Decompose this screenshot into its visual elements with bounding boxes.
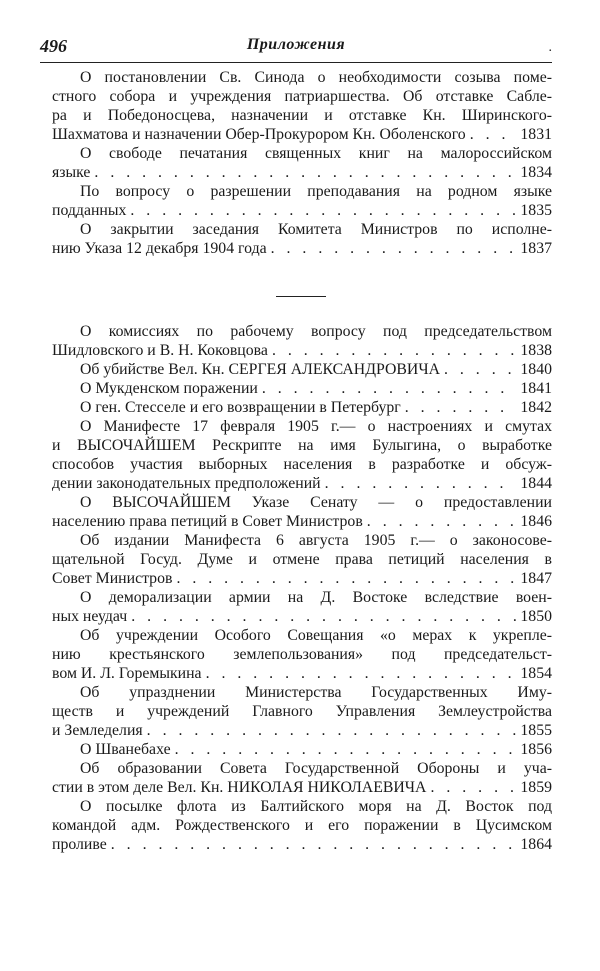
toc-entry <box>52 626 552 683</box>
toc-entry <box>52 182 552 220</box>
toc-entry <box>52 493 552 531</box>
dot-leader <box>430 778 516 797</box>
toc-entry-line: нию крестьянского землепользования» под председательст- <box>52 646 552 663</box>
toc-entry-line: и ВЫСОЧАЙШЕМ Рескрипте на имя Булыгина, о выработке <box>52 437 552 454</box>
dot-leader <box>367 512 517 531</box>
toc-entry-line: О комиссиях по рабочему вопросу под председательством <box>80 323 552 340</box>
toc-entry-last-line <box>52 721 552 740</box>
toc-page-number: 1840 <box>520 361 552 378</box>
toc-page-number: 1864 <box>520 836 552 853</box>
toc-page-number: 1859 <box>520 779 552 796</box>
dot-leader <box>130 201 516 220</box>
contents-section-1 <box>52 68 552 258</box>
dot-leader <box>325 474 517 493</box>
toc-page-number: 1844 <box>520 475 552 492</box>
dot-leader <box>271 239 517 258</box>
toc-entry <box>52 588 552 626</box>
toc-entry-title: языке <box>52 164 91 181</box>
toc-page-number: 1850 <box>520 608 552 625</box>
toc-page-number: 1846 <box>520 513 552 530</box>
toc-entry <box>52 398 552 417</box>
toc-entry-line: Об учреждении Особого Совещания «о мерах к укрепле- <box>80 627 552 644</box>
toc-entry-line: Об упразднении Министерства Государственных Иму- <box>80 684 552 701</box>
toc-entry-last-line <box>52 341 552 360</box>
page-number: 496 <box>40 36 67 56</box>
toc-entry-line: О Манифесте 17 февраля 1905 г.— о настроениях и смутах <box>80 418 552 435</box>
toc-entry <box>52 531 552 588</box>
toc-entry-line: О посылке флота из Балтийского моря на Д. Восток под <box>80 798 552 815</box>
toc-entry-line: командой адм. Рождественского и его поражении в Цусимском <box>52 817 552 834</box>
toc-entry-line: Об образовании Совета Государственной Обороны и уча- <box>80 760 552 777</box>
toc-entry <box>52 360 552 379</box>
toc-page-number: 1838 <box>520 342 552 359</box>
toc-entry-last-line <box>52 512 552 531</box>
toc-entry-last-line <box>52 163 552 182</box>
toc-entry <box>52 322 552 360</box>
toc-page-number: 1831 <box>520 126 552 143</box>
dot-leader <box>147 721 517 740</box>
toc-entry <box>52 220 552 258</box>
toc-entry-last-line <box>52 607 552 626</box>
dot-leader <box>262 379 517 398</box>
toc-entry-last-line <box>52 474 552 493</box>
toc-page-number: 1856 <box>520 741 552 758</box>
toc-entry <box>52 683 552 740</box>
toc-entry-last-line <box>52 778 552 797</box>
toc-entry-last-line <box>52 360 552 379</box>
toc-entry <box>52 797 552 854</box>
toc-entry <box>52 68 552 144</box>
dot-leader <box>111 835 517 854</box>
toc-entry <box>52 740 552 759</box>
toc-entry-line: ра и Победоносцева, назначении и отставке Кн. Ширинского- <box>52 107 552 124</box>
toc-entry-last-line <box>52 740 552 759</box>
toc-entry-line: О закрытии заседания Комитета Министров по исполне- <box>80 221 552 238</box>
corner-mark: . <box>548 40 552 55</box>
toc-entry-last-line <box>52 125 552 144</box>
toc-entry <box>52 417 552 493</box>
toc-entry-line: О ВЫСОЧАЙШЕМ Указе Сенату — о предоставлении <box>80 494 552 511</box>
toc-entry-title: дении законодательных предположений <box>52 475 321 492</box>
toc-page-number: 1842 <box>520 399 552 416</box>
toc-page-number: 1847 <box>520 570 552 587</box>
toc-entry-title: Об убийстве Вел. Кн. СЕРГЕЯ АЛЕКСАНДРОВИЧА <box>80 361 440 378</box>
toc-entry-line: стного собора и учреждения патриаршества. Об отставке Сабле- <box>52 88 552 105</box>
running-title: Приложения <box>246 36 346 53</box>
toc-page-number: 1841 <box>520 380 552 397</box>
contents-section-2 <box>52 322 552 854</box>
dot-leader <box>272 341 516 360</box>
toc-entry-title: Шахматова и назначении Обер-Прокурором Кн. Оболенского <box>52 126 466 143</box>
dot-leader <box>470 125 517 144</box>
toc-entry-title: стии в этом деле Вел. Кн. НИКОЛАЯ НИКОЛАЕВИЧА <box>52 779 427 796</box>
toc-entry-line: щательной Госуд. Думе и отмене права петиций населения в <box>52 551 552 568</box>
toc-entry-last-line <box>52 201 552 220</box>
dot-leader <box>131 607 516 626</box>
toc-entry <box>52 144 552 182</box>
section-divider <box>276 296 326 297</box>
toc-entry-title: Шидловского и В. Н. Коковцова <box>52 342 268 359</box>
toc-entry-title: Совет Министров <box>52 570 173 587</box>
toc-entry-last-line <box>52 398 552 417</box>
toc-entry-title: вом И. Л. Горемыкина <box>52 665 202 682</box>
toc-entry-title: О ген. Стесселе и его возвращении в Петербург <box>80 399 401 416</box>
toc-entry-last-line <box>52 379 552 398</box>
toc-entry-line: О постановлении Св. Синода о необходимости созыва поме- <box>80 69 552 86</box>
running-header <box>40 36 552 63</box>
toc-entry-title: О Шванебахе <box>80 741 171 758</box>
toc-entry-line: По вопросу о разрешении преподавания на родном языке <box>80 183 552 200</box>
toc-entry-last-line <box>52 569 552 588</box>
dot-leader <box>206 664 517 683</box>
dot-leader <box>94 163 516 182</box>
toc-entry-line: О деморализации армии на Д. Востоке вследствие воен- <box>80 589 552 606</box>
toc-entry-line: способов участия выборных населения в разработке и обсуж- <box>52 456 552 473</box>
toc-page-number: 1854 <box>520 665 552 682</box>
toc-entry-title: подданных <box>52 202 127 219</box>
toc-entry-title: нию Указа 12 декабря 1904 года <box>52 240 267 257</box>
toc-entry-title: ных неудач <box>52 608 128 625</box>
dot-leader <box>444 360 516 379</box>
toc-entry <box>52 759 552 797</box>
toc-entry-line: ществ и учреждений Главного Управления Землеустройства <box>52 703 552 720</box>
toc-page-number: 1834 <box>520 164 552 181</box>
toc-entry-title: О Мукденском поражении <box>80 380 258 397</box>
toc-entry-line: Об издании Манифеста 6 августа 1905 г.— о законосове- <box>80 532 552 549</box>
toc-entry-last-line <box>52 239 552 258</box>
toc-entry <box>52 379 552 398</box>
toc-entry-title: и Земледелия <box>52 722 143 739</box>
toc-page-number: 1835 <box>520 202 552 219</box>
toc-entry-title: проливе <box>52 836 107 853</box>
dot-leader <box>176 569 516 588</box>
toc-entry-line: О свободе печатания священных книг на малороссийском <box>80 145 552 162</box>
toc-entry-last-line <box>52 835 552 854</box>
dot-leader <box>175 740 517 759</box>
toc-page-number: 1837 <box>520 240 552 257</box>
dot-leader <box>405 398 517 417</box>
toc-entry-title: населению права петиций в Совет Министров <box>52 513 363 530</box>
toc-entry-last-line <box>52 664 552 683</box>
toc-page-number: 1855 <box>520 722 552 739</box>
